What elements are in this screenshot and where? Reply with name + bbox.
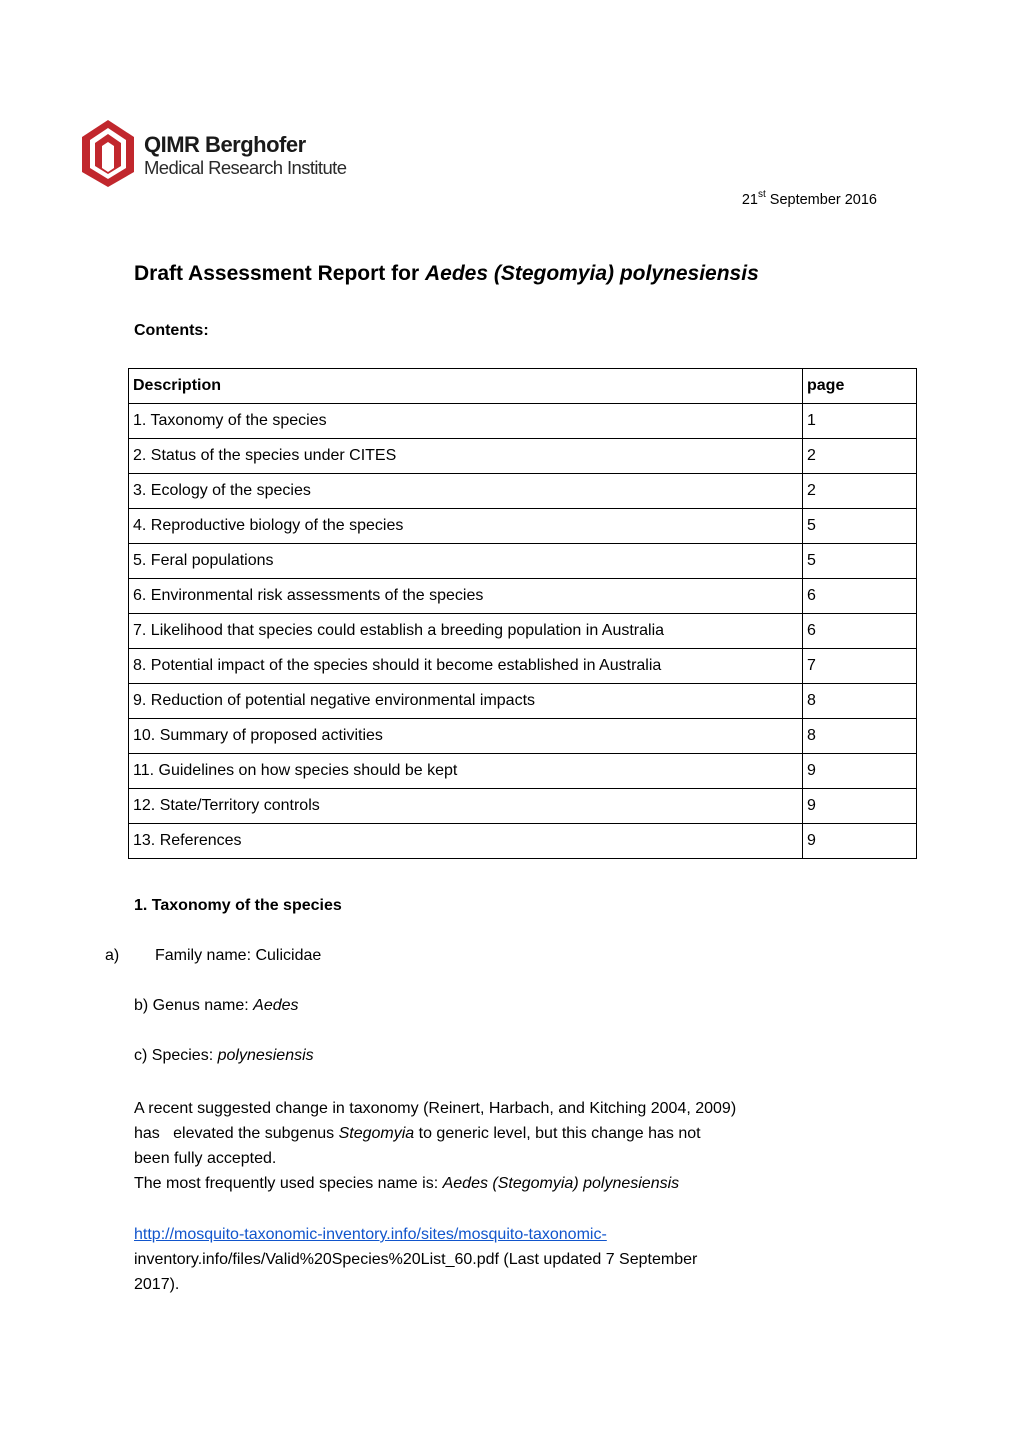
genus-value: Aedes [253,997,299,1014]
link-line-3: 2017). [134,1276,180,1293]
para-line-4 [134,1171,854,1196]
table-row [129,579,917,614]
date-suffix: st [757,189,766,200]
row-page: 5 [803,509,917,544]
row-description: 8. Potential impact of the species should it become established in Australia [129,649,803,684]
row-description: 7. Likelihood that species could establish a breeding population in Australia [129,614,803,649]
contents-table [128,368,917,859]
row-description: 1. Taxonomy of the species [129,404,803,439]
logo-name: QIMR Berghofer [144,132,306,157]
row-page: 9 [803,824,917,859]
contents-label: Contents: [134,322,209,339]
table-row [129,404,917,439]
row-page: 9 [803,754,917,789]
header-page: page [803,369,917,404]
row-page: 8 [803,684,917,719]
para-line-2-post: to generic level, but this change has not [414,1125,701,1142]
logo-house-icon [82,120,134,187]
date-rest: September 2016 [769,191,877,208]
logo-subtitle: Medical Research Institute [144,157,347,178]
table-row [129,789,917,824]
table-row [129,754,917,789]
table-row [129,684,917,719]
date-day: 21 [741,191,758,208]
title-species: Aedes (Stegomyia) polynesiensis [424,262,759,285]
row-description: 9. Reduction of potential negative environmental impacts [129,684,803,719]
row-page: 5 [803,544,917,579]
page-title [134,262,759,286]
row-description: 4. Reproductive biology of the species [129,509,803,544]
section-heading-taxonomy: 1. Taxonomy of the species [134,897,342,914]
row-page: 2 [803,439,917,474]
row-page: 1 [803,404,917,439]
contents-header-row [129,369,917,404]
row-description: 12. State/Territory controls [129,789,803,824]
row-description: 6. Environmental risk assessments of the species [129,579,803,614]
table-row [129,544,917,579]
institute-logo [82,120,346,187]
document-date [742,190,877,208]
reference-link-block [134,1222,854,1297]
row-page: 6 [803,614,917,649]
genus-name-item [134,997,299,1015]
para-line-3: been fully accepted. [134,1150,277,1167]
row-page: 9 [803,789,917,824]
para-line-2 [134,1121,854,1146]
species-item [134,1047,314,1065]
table-row [129,719,917,754]
row-description: 5. Feral populations [129,544,803,579]
para-line-2-pre: has elevated the subgenus [134,1125,339,1142]
link-line-2: inventory.info/files/Valid%20Species%20List_60.pdf (Last updated 7 September [134,1251,698,1268]
row-page: 6 [803,579,917,614]
title-prefix: Draft Assessment Report for [134,262,420,285]
para-line-4-pre: The most frequently used species name is: [134,1175,443,1192]
table-row [129,439,917,474]
row-description: 2. Status of the species under CITES [129,439,803,474]
row-page: 8 [803,719,917,754]
row-page: 2 [803,474,917,509]
row-description: 10. Summary of proposed activities [129,719,803,754]
family-text: Family name: Culicidae [155,947,322,964]
species-value: polynesiensis [217,1047,314,1064]
header-description: Description [129,369,803,404]
family-name-item [105,947,321,965]
family-label: a) [105,947,120,964]
row-description: 13. References [129,824,803,859]
table-row [129,509,917,544]
table-row [129,474,917,509]
para-line-4-italic: Aedes (Stegomyia) polynesiensis [442,1175,680,1192]
table-row [129,824,917,859]
taxonomy-paragraph [134,1096,854,1196]
row-description: 3. Ecology of the species [129,474,803,509]
row-page: 7 [803,649,917,684]
inventory-link[interactable]: http://mosquito-taxonomic-inventory.info/sites/mosquito-taxonomic- [134,1226,607,1243]
genus-label: b) Genus name: [134,997,254,1014]
para-line-1: A recent suggested change in taxonomy (Reinert, Harbach, and Kitching 2004, 2009) [134,1100,737,1117]
table-row [129,614,917,649]
para-line-2-italic: Stegomyia [338,1125,415,1142]
row-description: 11. Guidelines on how species should be kept [129,754,803,789]
table-row [129,649,917,684]
species-label: c) Species: [134,1047,218,1064]
